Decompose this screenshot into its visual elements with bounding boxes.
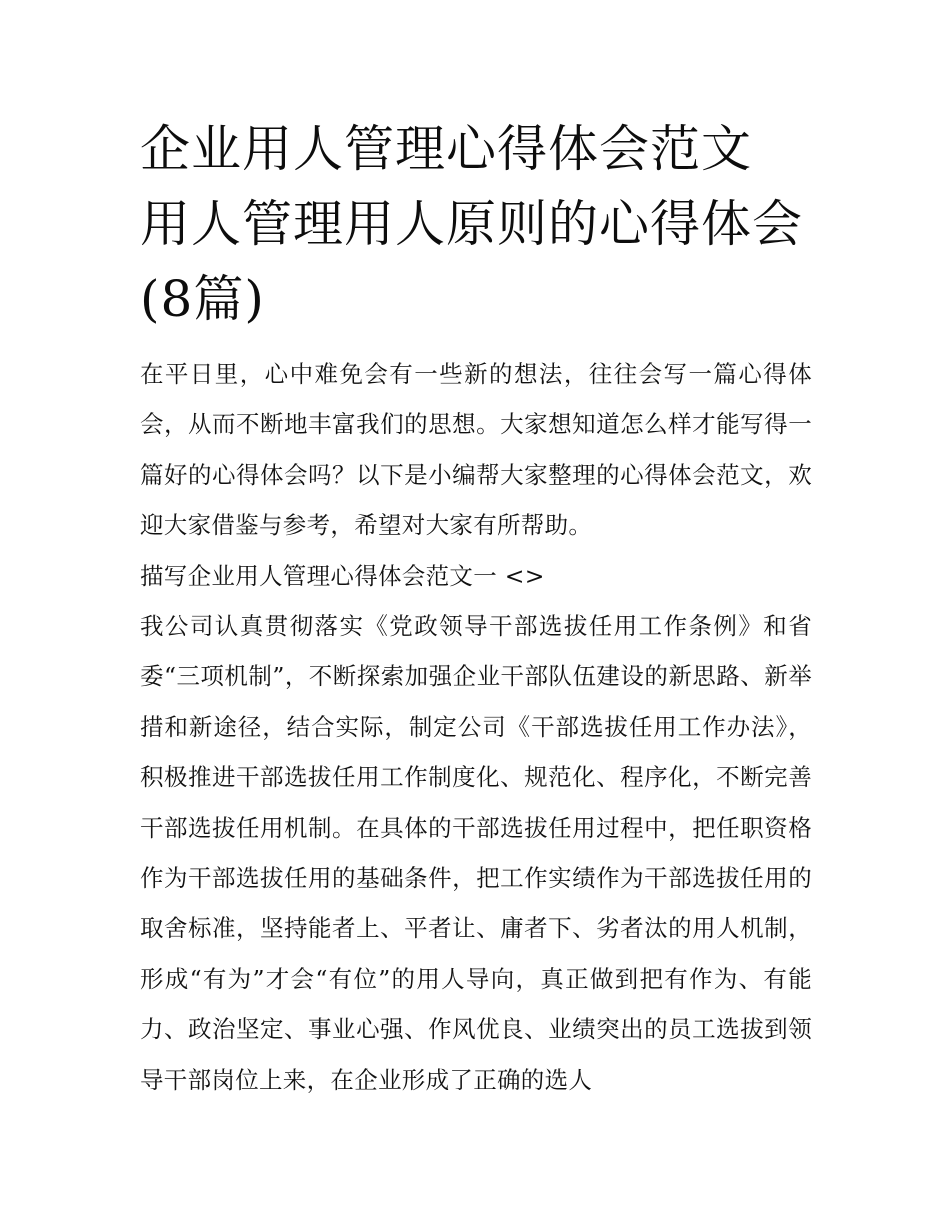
- intro-paragraph: 在平日里，心中难免会有一些新的想法，往往会写一篇心得体会，从而不断地丰富我们的思想。大家想知道怎么样才能写得一篇好的心得体会吗？以下是小编帮大家整理的心得体会范文，欢迎大家借鉴与参考，希望对大家有所帮助。: [140, 360, 812, 540]
- document-page: [140, 112, 812, 1105]
- body-paragraph: 我公司认真贯彻落实《党政领导干部选拔任用工作条例》和省委“三项机制”，不断探索加强企业干部队伍建设的新思路、新举措和新途径，结合实际，制定公司《干部选拔任用工作办法》，积极推进干部选拔任用工作制度化、规范化、程序化，不断完善干部选拔任用机制。在具体的干部选拔任用过程中，把任职资格作为干部选拔任用的基础条件，把工作实绩作为干部选拔任用的取舍标准，坚持能者上、平者让、庸者下、劣者汰的用人机制，形成“有为”才会“有位”的用人导向，真正做到把有作为、有能力、政治坚定、事业心强、作风优良、业绩突出的员工选拔到领导干部岗位上来，在企业形成了正确的选人: [140, 612, 812, 1094]
- document-title: 企业用人管理心得体会范文 用人管理用人原则的心得体会(8篇): [140, 120, 803, 328]
- section-heading: 描写企业用人管理心得体会范文一 <>: [140, 561, 545, 590]
